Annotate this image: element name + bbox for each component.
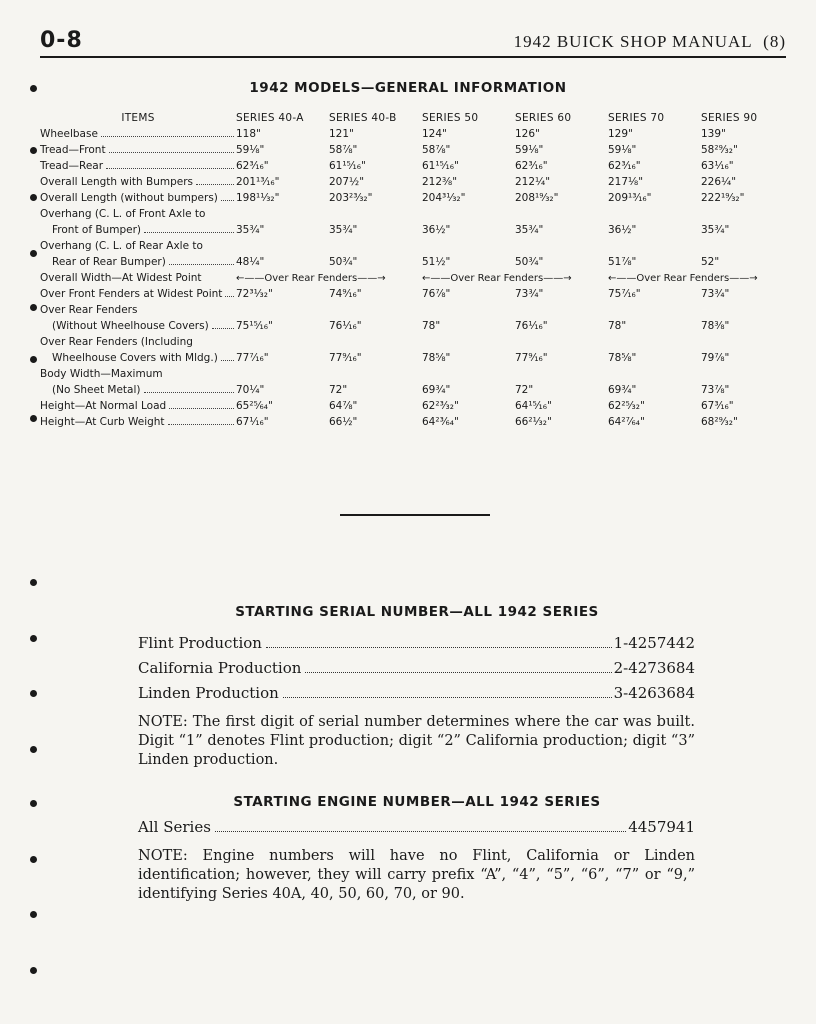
value-cell: 35¾" [329,224,358,236]
binder-hole [30,690,37,697]
value-cell: 51⅞" [608,256,637,268]
span-cell: ←——Over Rear Fenders——→ [236,273,386,284]
general-info-table [40,106,794,428]
value-cell: 68²⁹⁄₃₂" [701,416,738,428]
item-label: Over Rear Fenders [40,304,138,316]
value-cell: 70¼" [236,384,265,396]
value-cell: 73⅞" [701,384,730,396]
value-cell: 78⅝" [422,352,451,364]
item-label-text: Wheelhouse Covers with Mldg.) [52,352,218,364]
number-row [138,634,695,652]
item-label [40,124,236,140]
empty-cell [236,332,329,348]
value-cell: 64¹⁵⁄₁₆" [515,400,552,412]
serial-number-title: STARTING SERIAL NUMBER—ALL 1942 SERIES [235,604,599,620]
value-cell: 64²⁷⁄₆₄" [608,416,645,428]
item-label-text: Wheelbase [40,128,98,140]
number-value: 2-4273684 [613,659,695,677]
table-header-row [40,106,794,124]
value-cell: 77⁹⁄₁₆" [515,352,548,364]
value-cell: 51½" [422,256,451,268]
number-label: Linden Production [138,684,279,702]
empty-cell [422,204,515,220]
value-cell: 76⅞" [422,288,451,300]
item-label-text: Overall Length with Bumpers [40,176,194,188]
table-row [40,332,794,348]
value-cell: 35¾" [236,224,265,236]
binder-hole [30,304,37,311]
empty-cell [329,332,422,348]
table-row [40,300,794,316]
value-cell: 207½" [329,176,365,188]
value-cell: 67¹⁄₁₆" [236,416,269,428]
empty-cell [515,364,608,380]
empty-cell [515,204,608,220]
table-row [40,156,794,172]
value-cell: 78⅝" [608,352,637,364]
value-cell: 50¾" [515,256,544,268]
value-cell: 58⅞" [329,144,358,156]
item-label-text: Rear of Rear Bumper) [52,256,166,268]
item-label [40,156,236,172]
column-header-series: SERIES 60 [515,112,572,124]
column-header-series: SERIES 70 [608,112,665,124]
value-cell: 62³⁄₁₆" [608,160,641,172]
table-row [40,316,794,332]
item-label [40,380,236,396]
value-cell: 118" [236,128,261,140]
table-row [40,364,794,380]
table-row [40,252,794,268]
value-cell: 129" [608,128,633,140]
value-cell: 64²³⁄₆₄" [422,416,459,428]
value-cell: 58⅞" [422,144,451,156]
table-row [40,220,794,236]
empty-cell [329,300,422,316]
empty-cell [608,364,701,380]
value-cell: 67³⁄₁₆" [701,400,734,412]
table-row [40,188,794,204]
item-label-text: (Without Wheelhouse Covers) [52,320,209,332]
value-cell: 59⅛" [236,144,265,156]
empty-cell [608,300,701,316]
item-label-text: (No Sheet Metal) [52,384,141,396]
empty-cell [236,236,329,252]
item-label-text: Overall Length (without bumpers) [40,192,218,204]
manual-section: (8) [763,32,786,51]
header-rule [40,56,786,58]
item-label: Body Width—Maximum [40,368,163,380]
value-cell: 52" [701,256,720,268]
item-label-text: Tread—Front [40,144,106,156]
value-cell: 35¾" [515,224,544,236]
empty-cell [329,236,422,252]
column-header-series: SERIES 50 [422,112,479,124]
empty-cell [608,332,701,348]
table-row [40,124,794,140]
item-label [40,172,236,188]
number-value: 3-4263684 [613,684,695,702]
item-label-text: Front of Bumper) [52,224,141,236]
item-label [40,252,236,268]
number-label: California Production [138,659,302,677]
value-cell: 78" [422,320,441,332]
table-row [40,412,794,428]
empty-cell [701,300,794,316]
value-cell: 72" [515,384,534,396]
table-row [40,268,794,284]
value-cell: 62²³⁄₃₂" [422,400,459,412]
item-label [40,284,236,300]
empty-cell [422,364,515,380]
table-row [40,396,794,412]
item-label [40,140,236,156]
value-cell: 222¹⁹⁄₃₂" [701,192,745,204]
value-cell: 63¹⁄₁₆" [701,160,734,172]
value-cell: 66½" [329,416,358,428]
empty-cell [515,300,608,316]
value-cell: 121" [329,128,354,140]
value-cell: 35¾" [701,224,730,236]
value-cell: 36½" [422,224,451,236]
binder-hole [30,147,37,154]
value-cell: 73¾" [701,288,730,300]
value-cell: 77⁹⁄₁₆" [329,352,362,364]
value-cell: 212¼" [515,176,551,188]
empty-cell [329,364,422,380]
empty-cell [422,332,515,348]
empty-cell [701,332,794,348]
engine-number-title: STARTING ENGINE NUMBER—ALL 1942 SERIES [233,794,601,810]
item-label: Over Rear Fenders (Including [40,336,193,348]
item-label-text: Tread—Rear [40,160,104,172]
item-label-text: Over Front Fenders at Widest Point [40,288,223,300]
binder-hole [30,356,37,363]
value-cell: 69¾" [422,384,451,396]
table-row [40,140,794,156]
item-label [40,220,236,236]
manual-title-text: 1942 BUICK SHOP MANUAL [513,32,753,51]
value-cell: 75¹⁵⁄₁₆" [236,320,273,332]
value-cell: 66²¹⁄₃₂" [515,416,552,428]
binder-hole [30,911,37,918]
value-cell: 203²³⁄₃₂" [329,192,373,204]
empty-cell [236,300,329,316]
value-cell: 78⅜" [701,320,730,332]
item-label-text: Height—At Curb Weight [40,416,165,428]
value-cell: 201¹³⁄₁₆" [236,176,280,188]
number-label: All Series [138,818,211,836]
manual-title [514,32,786,52]
item-label-text: Height—At Normal Load [40,400,167,412]
table-row [40,284,794,300]
empty-cell [701,236,794,252]
value-cell: 209¹³⁄₁₆" [608,192,652,204]
item-label [40,316,236,332]
value-cell: 59⅛" [515,144,544,156]
page-number: 0-8 [40,28,83,53]
value-cell: 212⅜" [422,176,458,188]
item-label [40,348,236,364]
binder-hole [30,250,37,257]
serial-note: NOTE: The first digit of serial number determines where the car was built. Digit “1” denotes Flint production; digit “2” California production; digit “3” Linden production. [138,714,695,768]
value-cell: 126" [515,128,540,140]
value-cell: 139" [701,128,726,140]
value-cell: 59⅛" [608,144,637,156]
empty-cell [608,236,701,252]
value-cell: 76¹⁄₁₆" [329,320,362,332]
empty-cell [329,204,422,220]
number-row [138,659,695,677]
column-header-series: SERIES 40-B [329,112,397,124]
empty-cell [515,332,608,348]
value-cell: 65²⁵⁄₆₄" [236,400,273,412]
binder-hole [30,194,37,201]
number-value: 4457941 [628,818,695,836]
item-label: Overhang (C. L. of Front Axle to [40,208,206,220]
value-cell: 73¾" [515,288,544,300]
value-cell: 72" [329,384,348,396]
section-divider [340,514,490,516]
value-cell: 226¼" [701,176,737,188]
value-cell: 75⁷⁄₁₆" [608,288,641,300]
value-cell: 50¾" [329,256,358,268]
value-cell: 64⅞" [329,400,358,412]
item-label [40,412,236,428]
binder-hole [30,967,37,974]
binder-hole [30,635,37,642]
value-cell: 58²⁹⁄₃₂" [701,144,738,156]
value-cell: 208¹⁹⁄₃₂" [515,192,559,204]
number-label: Flint Production [138,634,262,652]
value-cell: 204³¹⁄₃₂" [422,192,466,204]
value-cell: 72³¹⁄₃₂" [236,288,273,300]
value-cell: 76¹⁄₁₆" [515,320,548,332]
value-cell: 62²⁵⁄₃₂" [608,400,645,412]
empty-cell [701,364,794,380]
item-label-text: Overall Width—At Widest Point [40,272,202,284]
column-header-series: SERIES 40-A [236,112,304,124]
value-cell: 48¼" [236,256,265,268]
item-label [40,268,236,284]
value-cell: 62³⁄₁₆" [236,160,269,172]
column-header-series: SERIES 90 [701,112,758,124]
item-label [40,188,236,204]
column-header-items: ITEMS [121,112,155,124]
value-cell: 217⅛" [608,176,644,188]
empty-cell [236,364,329,380]
empty-cell [608,204,701,220]
value-cell: 74⁹⁄₁₆" [329,288,362,300]
table-row [40,380,794,396]
table-row [40,172,794,188]
empty-cell [236,204,329,220]
empty-cell [701,204,794,220]
value-cell: 79⅞" [701,352,730,364]
span-cell: ←——Over Rear Fenders——→ [608,273,758,284]
value-cell: 124" [422,128,447,140]
empty-cell [515,236,608,252]
binder-hole [30,415,37,422]
value-cell: 36½" [608,224,637,236]
empty-cell [422,236,515,252]
table-row [40,348,794,364]
value-cell: 198¹¹⁄₃₂" [236,192,280,204]
value-cell: 69¾" [608,384,637,396]
binder-hole [30,856,37,863]
value-cell: 78" [608,320,627,332]
general-info-title: 1942 MODELS—GENERAL INFORMATION [249,80,567,96]
number-row [138,818,695,836]
table-body [40,124,794,428]
engine-note: NOTE: Engine numbers will have no Flint, California or Linden identification; however, they will carry prefix “A”, “4”, “5”, “6”, “7” or “9,” identifying Series 40A, 40, 50, 60, 70, or 90. [138,848,695,902]
number-value: 1-4257442 [613,634,695,652]
binder-hole [30,746,37,753]
span-cell: ←——Over Rear Fenders——→ [422,273,572,284]
empty-cell [422,300,515,316]
binder-hole [30,579,37,586]
table-row [40,204,794,220]
value-cell: 77⁷⁄₁₆" [236,352,269,364]
value-cell: 61¹⁵⁄₁₆" [422,160,459,172]
item-label [40,396,236,412]
table-row [40,236,794,252]
value-cell: 61¹⁵⁄₁₆" [329,160,366,172]
value-cell: 62³⁄₁₆" [515,160,548,172]
item-label: Overhang (C. L. of Rear Axle to [40,240,203,252]
number-row [138,684,695,702]
